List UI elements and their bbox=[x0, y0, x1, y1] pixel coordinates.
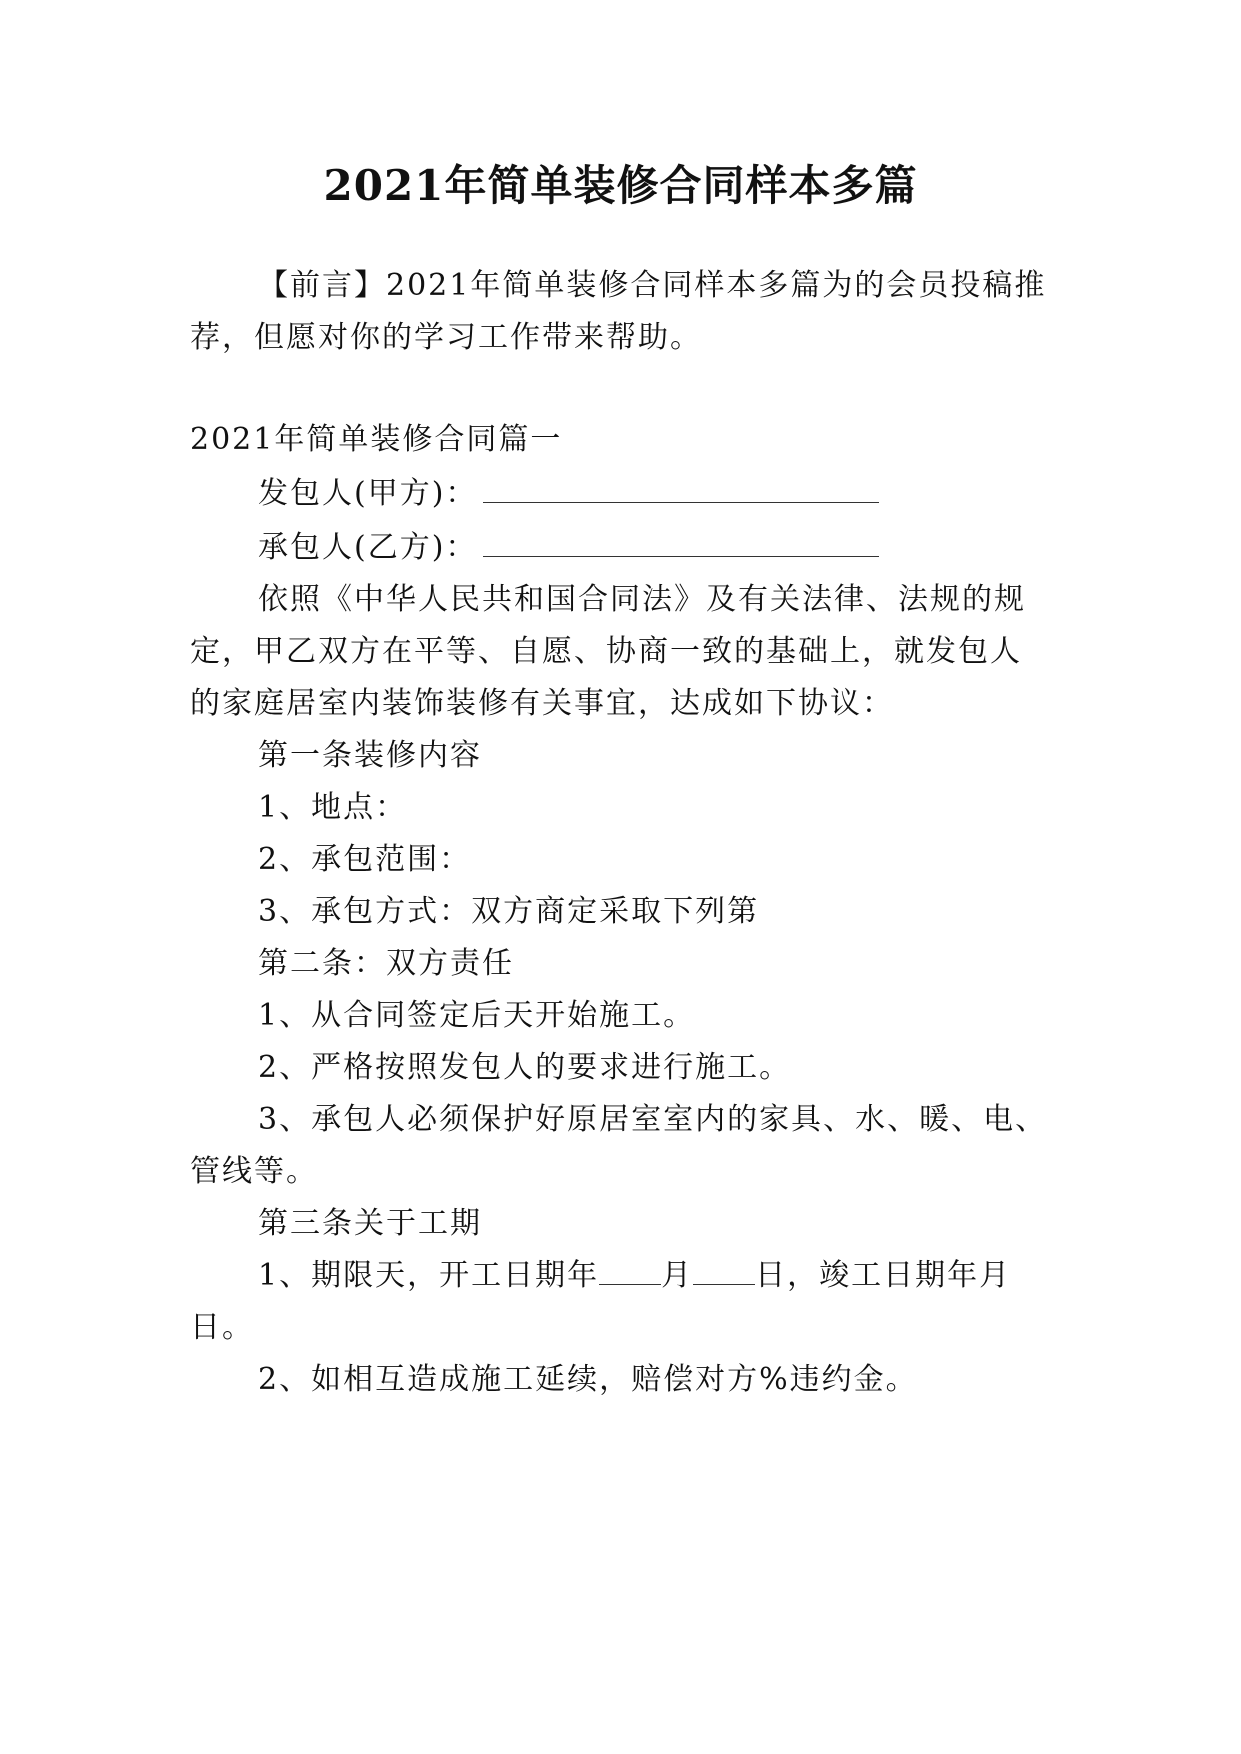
party-a-row bbox=[258, 474, 879, 514]
day-blank bbox=[693, 1256, 755, 1285]
party-a-label: 发包人(甲方)： bbox=[258, 476, 478, 511]
article-3-item-1-line-2: 日。 bbox=[190, 1310, 254, 1345]
document-title: 2021年简单装修合同样本多篇 bbox=[323, 161, 918, 210]
preface-line-2: 荐，但愿对你的学习工作带来帮助。 bbox=[190, 320, 702, 355]
article-3-heading: 第三条关于工期 bbox=[258, 1206, 482, 1241]
article-2-item-1: 1、从合同签定后天开始施工。 bbox=[258, 998, 696, 1033]
article-1-item-2: 2、承包范围： bbox=[258, 842, 472, 877]
month-blank bbox=[599, 1256, 661, 1285]
section-heading: 2021年简单装修合同篇一 bbox=[190, 422, 563, 457]
article-2-item-3-line-1: 3、承包人必须保护好原居室室内的家具、水、暖、电、 bbox=[258, 1102, 1048, 1137]
article-1-heading: 第一条装修内容 bbox=[258, 738, 482, 773]
article-3-item-2: 2、如相互造成施工延续，赔偿对方%违约金。 bbox=[258, 1362, 918, 1397]
article-1-item-3: 3、承包方式：双方商定采取下列第 bbox=[258, 894, 760, 929]
article-2-heading: 第二条：双方责任 bbox=[258, 946, 514, 981]
party-b-row bbox=[258, 528, 879, 568]
article-2-item-3-line-2: 管线等。 bbox=[190, 1154, 318, 1189]
intro-line-1: 依照《中华人民共和国合同法》及有关法律、法规的规 bbox=[258, 582, 1026, 617]
article-3-item-1-part-3: 日，竣工日期年月 bbox=[755, 1258, 1012, 1293]
article-3-item-1-line-1 bbox=[258, 1256, 1011, 1296]
article-2-item-2: 2、严格按照发包人的要求进行施工。 bbox=[258, 1050, 792, 1085]
party-b-label: 承包人(乙方)： bbox=[258, 530, 478, 565]
preface-line-1: 【前言】2021年简单装修合同样本多篇为的会员投稿推 bbox=[258, 268, 1047, 303]
intro-line-3: 的家庭居室内装饰装修有关事宜，达成如下协议： bbox=[190, 686, 894, 721]
article-3-item-1-part-2: 月 bbox=[661, 1258, 694, 1293]
party-b-blank bbox=[483, 528, 879, 557]
article-3-item-1-part-1: 1、期限天，开工日期年 bbox=[258, 1258, 600, 1293]
article-1-item-1: 1、地点： bbox=[258, 790, 408, 825]
party-a-blank bbox=[483, 474, 879, 503]
intro-line-2: 定，甲乙双方在平等、自愿、协商一致的基础上，就发包人 bbox=[190, 634, 1022, 669]
